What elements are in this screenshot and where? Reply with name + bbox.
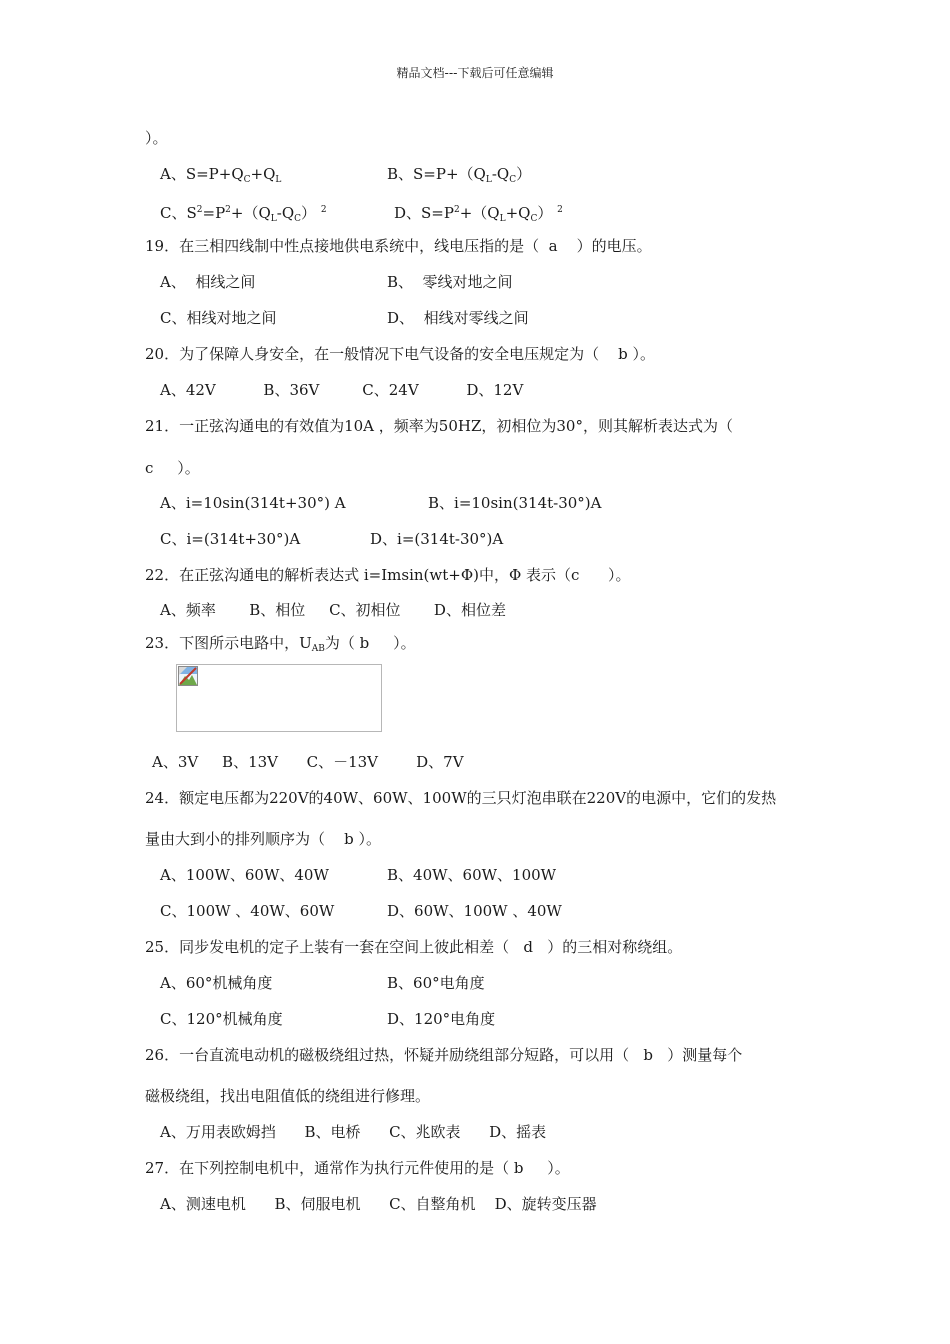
option-24c: C、100W 、40W、60W (160, 902, 335, 920)
question-22: 22．在正弦沟通电的解析表达式 i=Imsin(wt+Φ)中，Φ 表示（c ）。 (145, 566, 631, 584)
formula-option-c: C、$S^2=P^2+(Q_L-Q_C)$ $^2$ (160, 204, 327, 224)
option-19a: A、 相线之间 (160, 273, 256, 291)
option-21b: B、i=10sin(314t-30°)A (428, 494, 602, 512)
formula-option-b: B、$S=P+(Q_L-Q_C)$ (387, 165, 532, 185)
option-21c: C、i=(314t+30°)A (160, 530, 301, 548)
options-27: A、测速电机 B、伺服电机 C、自整角机 D、旋转变压器 (160, 1195, 597, 1213)
option-25d: D、120°电角度 (387, 1010, 496, 1028)
options-22: A、频率 B、相位 C、初相位 D、相位差 (160, 601, 506, 619)
question-19: 19．在三相四线制中性点接地供电系统中，线电压指的是（ a ）的电压。 (145, 237, 652, 255)
question-21: 21．一正弦沟通电的有效值为10A ，频率为50HZ，初相位为30°，则其解析表达式为（ (145, 417, 733, 435)
question-25: 25．同步发电机的定子上装有一套在空间上彼此相差（ d ）的三相对称绕组。 (145, 938, 683, 956)
question-23: 23．下图所示电路中，$U_{AB}$为（ b ）。 (145, 634, 416, 654)
option-24a: A、100W、60W、40W (160, 866, 329, 884)
option-21a: A、i=10sin(314t+30°) A (160, 494, 346, 512)
page-header: 精品文档---下载后可任意编辑 (396, 66, 554, 80)
question-21-cont: c ）。 (145, 459, 200, 477)
option-21d: D、i=(314t-30°)A (370, 530, 504, 548)
question-24-cont: 量由大到小的排列顺序为（ b ）。 (145, 830, 381, 848)
broken-image-icon (178, 666, 198, 686)
text-line: ）。 (145, 129, 168, 147)
option-25a: A、60°机械角度 (160, 974, 273, 992)
options-26: A、万用表欧姆挡 B、电桥 C、兆欧表 D、摇表 (160, 1123, 547, 1141)
option-25c: C、120°机械角度 (160, 1010, 283, 1028)
formula-option-d: D、$S=P^2+(Q_L+Q_C)$ $^2$ (394, 204, 563, 224)
option-19c: C、相线对地之间 (160, 309, 277, 327)
question-24: 24．额定电压都为220V的40W、60W、100W的三只灯泡串联在220V的电源中，它们的发热 (145, 789, 777, 807)
question-27: 27．在下列控制电机中，通常作为执行元件使用的是（ b ）。 (145, 1159, 570, 1177)
option-19d: D、 相线对零线之间 (387, 309, 529, 327)
option-19b: B、 零线对地之间 (387, 273, 513, 291)
question-26-cont: 磁极绕组，找出电阻值低的绕组进行修理。 (145, 1087, 431, 1105)
option-24b: B、40W、60W、100W (387, 866, 557, 884)
options-20: A、42V B、36V C、24V D、12V (160, 381, 524, 399)
question-20: 20．为了保障人身安全，在一般情况下电气设备的安全电压规定为（ b ）。 (145, 345, 656, 363)
question-26: 26．一台直流电动机的磁极绕组过热，怀疑并励绕组部分短路，可以用（ b ）测量每个 (145, 1046, 743, 1064)
option-24d: D、60W、100W 、40W (387, 902, 562, 920)
circuit-image-placeholder (176, 664, 382, 732)
option-25b: B、60°电角度 (387, 974, 485, 992)
formula-option-a: A、$S=P+Q_C+Q_L$ (160, 165, 282, 185)
options-23: A、3V B、13V C、－13V D、7V (152, 753, 464, 771)
